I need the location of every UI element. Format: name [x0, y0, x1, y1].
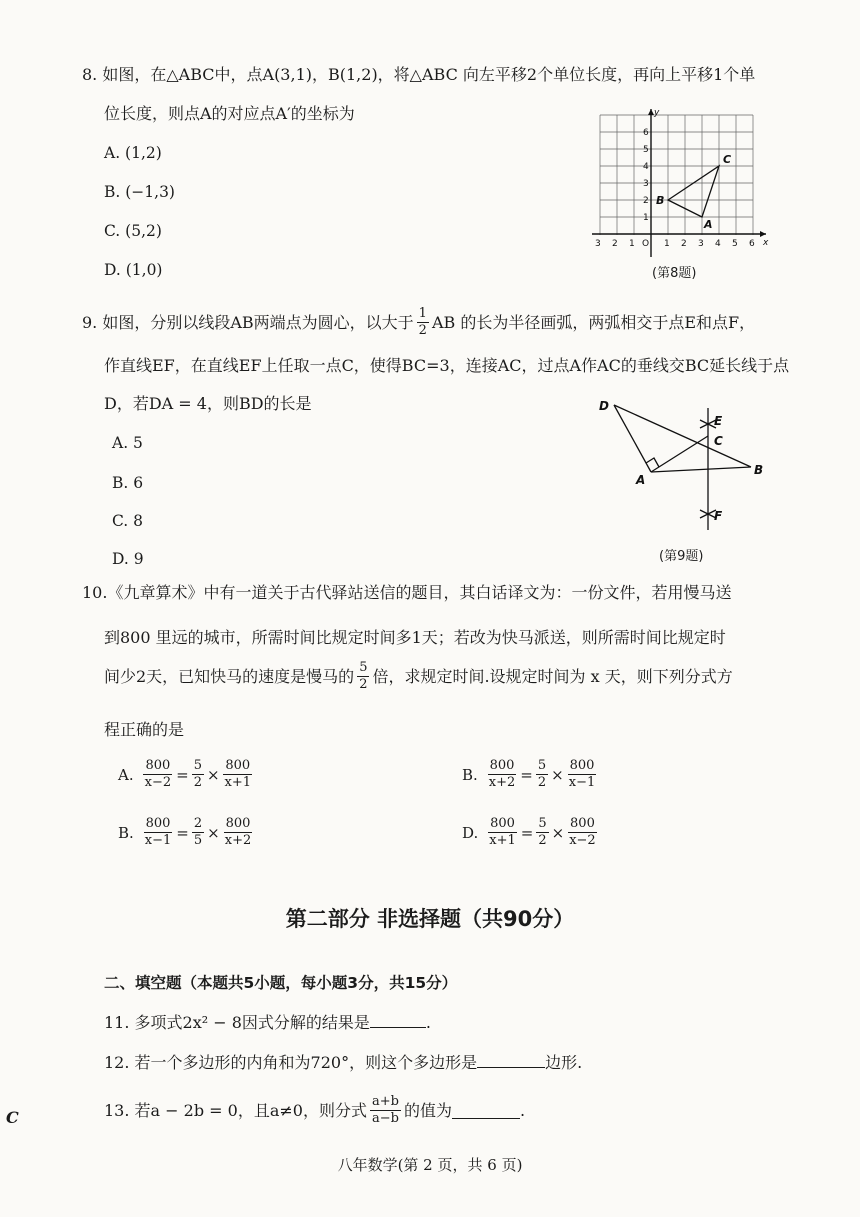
q13-line: [104, 1094, 525, 1127]
q8-point-c-label: C: [723, 153, 732, 166]
q9-option-b: B. 6: [112, 474, 144, 492]
q12-answer-blank: [477, 1051, 545, 1068]
q9-line2: 作直线EF，在直线EF上任取一点C，使得BC=3，连接AC，过点A作AC的垂线交BC延长线于点: [104, 356, 790, 375]
q8-x-tick: 3: [698, 239, 704, 249]
q10-line3: [104, 660, 733, 693]
q11-text: 11. 多项式2x² − 8因式分解的结果是: [104, 1013, 370, 1032]
q10-fraction: [487, 758, 518, 791]
fraction-num: 5: [538, 816, 547, 831]
q13-text: 13. 若a − 2b = 0，且a≠0，则分式: [104, 1100, 367, 1120]
q13-fraction: [370, 1094, 401, 1127]
q9-segment-ac: [651, 436, 708, 472]
equals-sign: =: [520, 765, 533, 784]
fraction-num: 800: [225, 816, 251, 831]
q10-fraction: [567, 816, 598, 849]
q10-option-b: [462, 758, 600, 791]
q8-y-tick: 6: [643, 128, 649, 138]
q12-text: 12. 若一个多边形的内角和为720°，则这个多边形是: [104, 1053, 478, 1072]
fraction-num: 800: [489, 758, 515, 773]
q10-line2: 到800 里远的城市，所需时间比规定时间多1天；若改为快马派送，则所需时间比规定时: [104, 628, 726, 647]
q10-fraction: [536, 758, 548, 791]
fraction-num: 800: [225, 758, 251, 773]
fraction-den: x−1: [568, 775, 596, 790]
q8-x-tick: 5: [732, 239, 738, 249]
fraction-num: 2: [193, 816, 203, 831]
q8-point-a-label: A: [704, 218, 713, 231]
equals-sign: =: [176, 823, 189, 842]
q9-caption: (第9题): [659, 549, 704, 564]
q9-line3: D，若DA = 4，则BD的长是: [104, 394, 312, 413]
q9-label-f: F: [714, 509, 723, 523]
part2-title: 第二部分 非选择题（共90分）: [285, 907, 575, 931]
fill-in-section-heading: 二、填空题（本题共5小题，每小题3分，共15分）: [104, 974, 458, 992]
q9-label-a: A: [636, 473, 646, 487]
q10-line3-post: 倍，求规定时间.设规定时间为 x 天，则下列分式方: [372, 666, 733, 686]
q11-end: .: [425, 1013, 432, 1032]
q8-point-b-label: B: [656, 194, 665, 207]
q9-label-e: E: [714, 414, 723, 428]
q8-x-tick: 4: [715, 239, 721, 249]
q9-label-d: D: [599, 399, 609, 413]
q12-end: 边形.: [545, 1053, 583, 1072]
fraction-num: 800: [569, 758, 595, 773]
q10-option-label: B.: [118, 823, 134, 842]
q13-text-post: 的值为: [403, 1100, 452, 1120]
q11-answer-blank: [370, 1011, 426, 1028]
q10-ratio-den: 2: [359, 677, 368, 692]
q10-fraction: [192, 758, 204, 791]
q8-y-tick: 2: [643, 196, 649, 206]
q8-y-tick: 5: [643, 145, 649, 155]
q8-option-a: A. (1,2): [104, 144, 162, 162]
q9-segment-da: [614, 405, 651, 472]
q8-x-tick: 3: [595, 239, 601, 249]
q8-grid: [600, 115, 753, 235]
q13-fraction-num: a+b: [371, 1094, 399, 1109]
margin-mark: C: [6, 1108, 19, 1127]
q9-label-c: C: [714, 434, 723, 448]
q9-segment-ab: [651, 467, 751, 472]
q9-option-a: A. 5: [112, 434, 143, 452]
q10-option-label: A.: [118, 765, 134, 784]
q8-x-tick: 2: [681, 239, 687, 249]
q9-line1-pre: 9. 如图，分别以线段AB两端点为圆心，以大于: [82, 312, 414, 332]
fraction-den: 2: [537, 775, 547, 790]
q10-line1: 10.《九章算术》中有一道关于古代驿站送信的题目，其白话译文为：一份文件，若用慢马送: [82, 583, 732, 602]
fraction-num: 5: [537, 758, 547, 773]
q9-construction-figure: [596, 392, 776, 544]
q10-fraction: [143, 816, 174, 849]
q8-line1: 8. 如图，在△ABC中，点A(3,1)，B(1,2)，将△ABC 向左平移2个单位长度，再向上平移1个单: [82, 65, 756, 84]
q9-line1: [82, 306, 755, 339]
times-sign: ×: [551, 765, 564, 784]
q8-y-tick: 4: [643, 162, 649, 172]
q10-option-a: [118, 758, 256, 791]
q9-half-den: 2: [418, 323, 427, 338]
equals-sign: =: [520, 823, 534, 842]
q10-option-c: [118, 816, 256, 849]
q13-fraction-den: a−b: [371, 1111, 399, 1126]
fraction-num: 800: [145, 758, 171, 773]
q9-label-b: B: [754, 463, 764, 477]
fraction-den: x−2: [569, 833, 596, 848]
q8-x-tick: 6: [749, 239, 755, 249]
q10-fraction: [143, 758, 174, 791]
q8-option-b: B. (−1,3): [104, 183, 175, 201]
q11-line: [104, 1011, 431, 1034]
q8-option-d: D. (1,0): [104, 261, 163, 279]
q10-line3-pre: 间少2天，已知快马的速度是慢马的: [104, 666, 355, 686]
q10-option-label: D.: [462, 823, 479, 842]
q10-fraction: [567, 758, 598, 791]
fraction-num: 800: [570, 816, 595, 831]
q9-option-d: D. 9: [112, 550, 144, 568]
times-sign: ×: [207, 823, 220, 842]
fraction-num: 800: [490, 816, 515, 831]
q10-fraction: [223, 816, 254, 849]
q8-x-tick: 1: [629, 239, 635, 249]
fraction-den: 2: [538, 833, 547, 848]
times-sign: ×: [551, 823, 565, 842]
q10-option-d: [462, 816, 601, 849]
fraction-den: x+2: [488, 775, 516, 790]
q9-segment-db: [614, 405, 751, 467]
fraction-den: x−1: [144, 833, 172, 848]
fraction-num: 800: [145, 816, 171, 831]
q10-fraction: [192, 816, 204, 849]
q13-answer-blank: [452, 1102, 520, 1119]
q10-ratio-fraction: [357, 660, 369, 693]
q10-ratio-num: 5: [359, 660, 368, 675]
q8-option-c: C. (5,2): [104, 222, 162, 240]
q8-coordinate-figure: [590, 105, 775, 265]
fraction-den: x+1: [489, 833, 516, 848]
fraction-num: 5: [193, 758, 202, 773]
q10-line4: 程正确的是: [104, 720, 185, 739]
q8-x-tick-labels: [595, 238, 769, 249]
q8-y-axis-label: y: [654, 108, 660, 118]
q8-y-tick: 3: [643, 179, 649, 189]
q8-line2: 位长度，则点A的对应点A′的坐标为: [104, 104, 355, 123]
q8-x-axis-label: x: [763, 238, 769, 248]
q9-half-fraction: [417, 306, 429, 339]
q9-line1-post: AB 的长为半径画弧，两弧相交于点E和点F，: [431, 312, 756, 332]
q8-caption: (第8题): [652, 266, 697, 281]
page-footer: 八年数学(第 2 页，共 6 页): [337, 1156, 523, 1174]
q8-triangle-abc: [668, 166, 719, 217]
q9-option-c: C. 8: [112, 512, 144, 530]
fraction-den: 5: [193, 833, 203, 848]
fraction-den: x−2: [144, 775, 172, 790]
fraction-den: x+2: [224, 833, 252, 848]
q9-half-num: 1: [418, 306, 427, 321]
q13-end: .: [519, 1100, 526, 1120]
times-sign: ×: [206, 765, 220, 784]
fraction-den: 2: [193, 775, 202, 790]
equals-sign: =: [176, 765, 189, 784]
q8-x-tick: 1: [664, 239, 670, 249]
q8-x-tick: 2: [612, 239, 618, 249]
q10-fraction: [223, 758, 254, 791]
q10-fraction: [536, 816, 548, 849]
q10-fraction: [487, 816, 518, 849]
q10-option-label: B.: [462, 765, 478, 784]
fraction-den: x+1: [224, 775, 252, 790]
q8-origin-label: O: [642, 239, 650, 249]
q8-y-tick: 1: [643, 213, 649, 223]
q12-line: [104, 1051, 582, 1074]
